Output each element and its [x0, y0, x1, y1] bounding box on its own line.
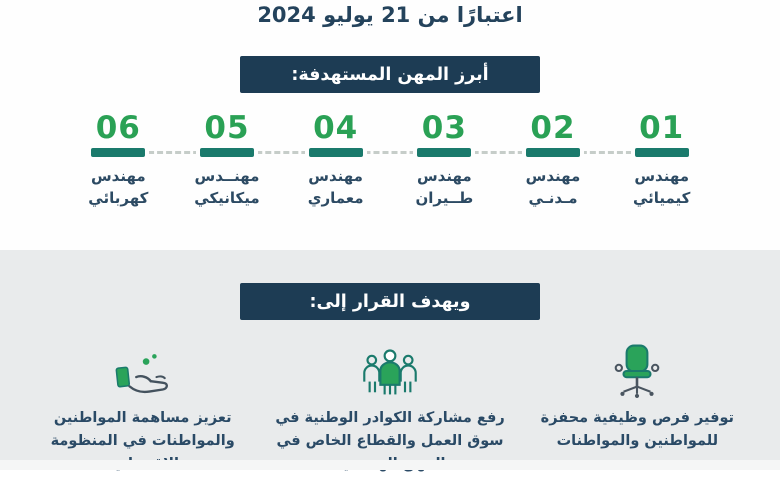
hand-coins-icon [114, 340, 172, 398]
profession-label: مهندس معماري [307, 167, 364, 207]
profession-label: مهنــدس ميكانيكي [194, 167, 260, 207]
goals-row [19, 340, 761, 477]
timeline-bar [309, 148, 363, 157]
professions-banner-label: أبرز المهن المستهدفة: [291, 64, 489, 85]
profession-item-05 [173, 110, 282, 210]
profession-number: 05 [204, 110, 250, 146]
professions-timeline [64, 110, 716, 210]
goals-section [0, 250, 780, 470]
timeline-bar [635, 148, 689, 157]
profession-label: مهندس طــيران [415, 167, 474, 207]
goal-text: تعزيز مساهمة المواطنين والمواطنات في المنظومة [50, 410, 235, 450]
profession-item-02 [499, 110, 608, 210]
profession-item-03 [390, 110, 499, 210]
profession-number: 06 [95, 110, 141, 146]
profession-label: مهندس مـدنـي [525, 167, 581, 207]
profession-number: 03 [421, 110, 467, 146]
profession-number: 02 [530, 110, 576, 146]
profession-item-04 [281, 110, 390, 210]
timeline-bar [200, 148, 254, 157]
goal-text: رفع مشاركة الكوادر الوطنية في سوق العمل والقطاع الخاص في [275, 410, 505, 450]
goal-text: توفير فرص وظيفية محفزة للمواطنين والمواطنات [540, 410, 734, 450]
goal-item-economy [19, 340, 266, 477]
profession-number: 01 [639, 110, 685, 146]
profession-item-01 [607, 110, 716, 210]
timeline-bar [417, 148, 471, 157]
team-icon [360, 340, 420, 398]
office-chair-icon [612, 340, 662, 398]
goals-banner [240, 283, 540, 320]
profession-item-06 [64, 110, 173, 210]
professions-banner [240, 56, 540, 93]
effective-date: اعتبارًا من 21 يوليو 2024 [257, 3, 523, 27]
bottom-strip [0, 460, 780, 470]
timeline-bar [526, 148, 580, 157]
profession-label: مهندس كيميائي [632, 167, 691, 207]
goal-item-jobs [514, 340, 761, 477]
goals-banner-label: ويهدف القرار إلى: [309, 291, 471, 312]
timeline-bar [91, 148, 145, 157]
goal-item-participation [266, 340, 513, 477]
profession-label: مهندس كهربائي [88, 167, 149, 207]
profession-number: 04 [313, 110, 359, 146]
